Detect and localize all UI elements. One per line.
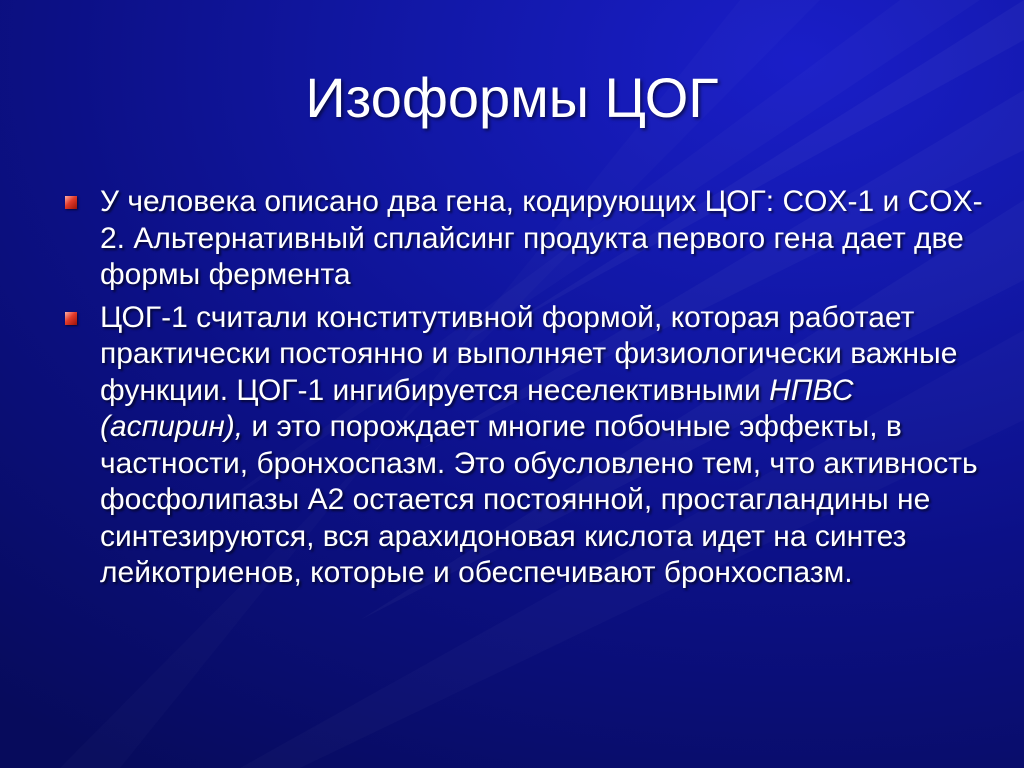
bullet-item — [100, 184, 1000, 294]
bullet-text-italic: НПВС (аспирин), — [100, 373, 854, 443]
bullet-square-icon — [65, 312, 77, 325]
bullet-text-start: ЦОГ-1 считали конститутивной формой, которая работает практически постоянно и выполняет физиологически важные функции. ЦОГ-1 ингибируется неселективными — [100, 300, 958, 407]
slide-title: Изоформы ЦОГ — [305, 66, 719, 129]
bullet-text-end: и это порождает многие побочные эффекты, в частности, бронхоспазм. Это обусловлено тем, что активность фосфолипазы А2 остается постоянной, простагландины не синтезируются, вся арахидоновая кислота идет на синтез лейкотриенов, которые и обеспечивают бронхоспазм. — [100, 410, 978, 589]
bullet-list — [100, 184, 1000, 598]
bullet-item — [100, 300, 1000, 592]
bullet-square-icon — [65, 196, 77, 209]
bullet-text: У человека описано два гена, кодирующих ЦОГ: COX-1 и COX-2. Альтернативный сплайсинг продукта первого гена дает две формы фермента — [100, 185, 983, 291]
